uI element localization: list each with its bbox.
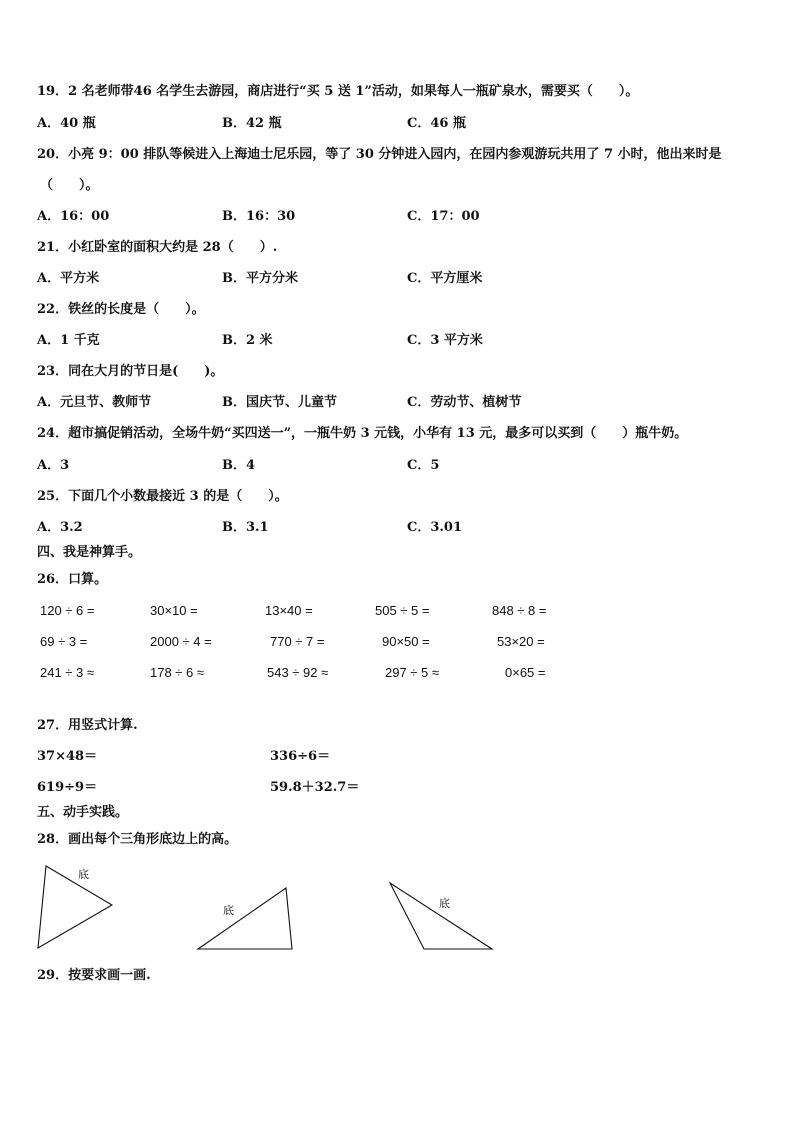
triangle-2-base-label: 底 [223, 904, 234, 917]
calc-item: 178 ÷ 6 ≈ [150, 665, 205, 680]
q21-option-c[interactable]: C．平方厘米 [407, 271, 483, 286]
vertical-calc-item: 336÷6＝ [270, 749, 331, 764]
q20-option-a[interactable]: A．16：00 [37, 209, 110, 224]
section-5-title: 五、动手实践。 [37, 805, 129, 820]
calc-item: 13×40 = [265, 603, 313, 618]
question-29-title: 29．按要求画一画. [37, 968, 151, 983]
triangle-1-base-label: 底 [78, 868, 89, 881]
q22-option-c[interactable]: C．3 平方米 [407, 333, 483, 348]
q24-option-c[interactable]: C．5 [407, 458, 440, 473]
question-20-text: 20．小亮 9：00 排队等候进入上海迪士尼乐园，等了 30 分钟进入园内，在园内参观游玩共用了 7 小时，他出来时是 [37, 147, 722, 162]
q21-option-b[interactable]: B．平方分米 [222, 271, 298, 286]
question-23-text: 23．同在大月的节日是( )。 [37, 364, 224, 379]
q20-option-b[interactable]: B．16：30 [222, 209, 296, 224]
triangle-3-base-label: 底 [439, 897, 450, 910]
calc-item: 543 ÷ 92 ≈ [267, 665, 329, 680]
q23-option-a[interactable]: A．元旦节、教师节 [37, 395, 152, 410]
question-24-text: 24．超市搞促销活动，全场牛奶“买四送一”，一瓶牛奶 3 元钱，小华有 13 元，最多可以买到（ ）瓶牛奶。 [37, 426, 688, 441]
q25-option-b[interactable]: B．3.1 [222, 520, 269, 535]
vertical-calc-item: 59.8＋32.7＝ [270, 780, 360, 795]
calc-item: 53×20 = [497, 634, 545, 649]
calc-item: 120 ÷ 6 = [40, 603, 95, 618]
calc-item: 297 ÷ 5 ≈ [385, 665, 440, 680]
q19-option-a[interactable]: A．40 瓶 [37, 116, 96, 131]
calc-item: 90×50 = [382, 634, 430, 649]
question-22-text: 22．铁丝的长度是（ ）。 [37, 302, 205, 317]
question-25-text: 25．下面几个小数最接近 3 的是（ ）。 [37, 489, 288, 504]
calc-item: 30×10 = [150, 603, 198, 618]
q23-option-c[interactable]: C．劳动节、植树节 [407, 395, 522, 410]
calc-item: 848 ÷ 8 = [492, 603, 547, 618]
question-26-title: 26．口算。 [37, 572, 108, 587]
question-20-text-cont: （ ）。 [40, 178, 99, 193]
vertical-calc-item: 619÷9＝ [37, 780, 98, 795]
q24-option-b[interactable]: B．4 [222, 458, 256, 473]
calc-item: 0×65 = [505, 665, 546, 680]
calc-item: 241 ÷ 3 ≈ [40, 665, 95, 680]
triangle-3[interactable] [382, 875, 502, 955]
calc-item: 770 ÷ 7 = [270, 634, 325, 649]
q22-option-b[interactable]: B．2 米 [222, 333, 273, 348]
calc-item: 2000 ÷ 4 = [150, 634, 212, 649]
q24-option-a[interactable]: A．3 [37, 458, 70, 473]
q19-option-c[interactable]: C．46 瓶 [407, 116, 466, 131]
q19-option-b[interactable]: B．42 瓶 [222, 116, 282, 131]
q21-option-a[interactable]: A．平方米 [37, 271, 100, 286]
q25-option-c[interactable]: C．3.01 [407, 520, 463, 535]
triangle-2[interactable] [190, 880, 302, 955]
q20-option-c[interactable]: C．17：00 [407, 209, 480, 224]
question-21-text: 21．小红卧室的面积大约是 28（ ）. [37, 240, 278, 255]
calc-item: 69 ÷ 3 = [40, 634, 88, 649]
question-27-title: 27．用竖式计算. [37, 718, 138, 733]
question-19-text: 19．2 名老师带46 名学生去游园，商店进行“买 5 送 1”活动，如果每人一瓶矿泉水，需要买（ ）。 [37, 84, 639, 99]
q22-option-a[interactable]: A．1 千克 [37, 333, 100, 348]
section-4-title: 四、我是神算手。 [37, 545, 142, 560]
vertical-calc-item: 37×48＝ [37, 749, 98, 764]
question-28-title: 28．画出每个三角形底边上的高。 [37, 832, 238, 847]
calc-item: 505 ÷ 5 = [375, 603, 430, 618]
triangle-1[interactable] [30, 858, 120, 954]
q23-option-b[interactable]: B．国庆节、儿童节 [222, 395, 337, 410]
q25-option-a[interactable]: A．3.2 [37, 520, 83, 535]
